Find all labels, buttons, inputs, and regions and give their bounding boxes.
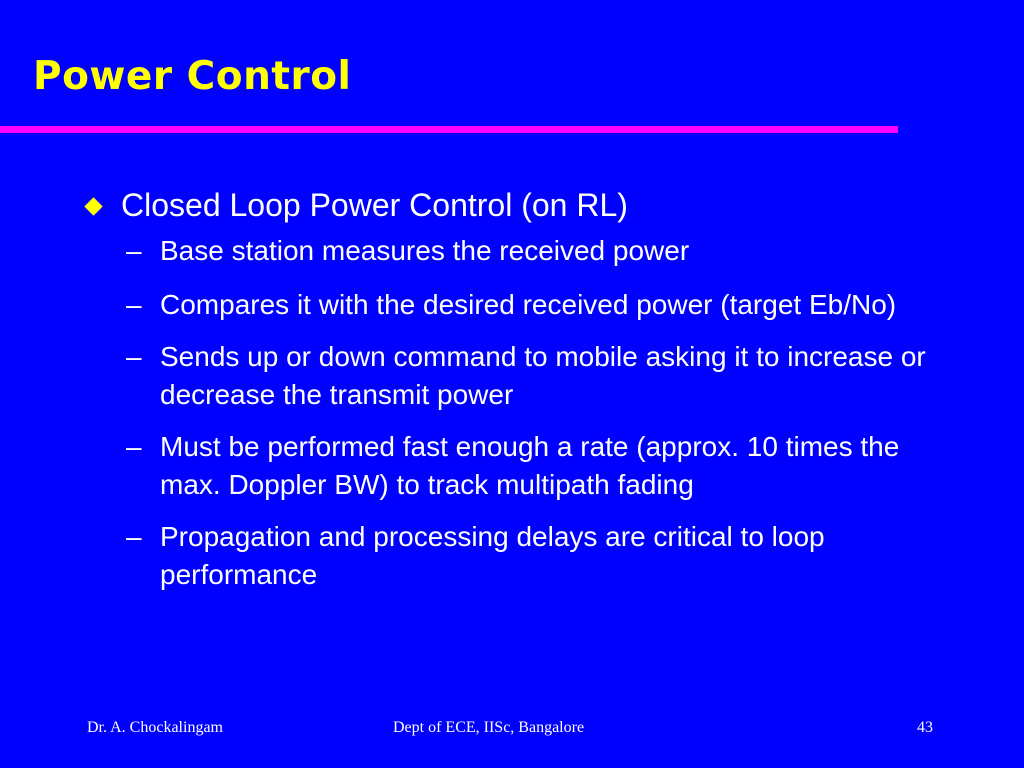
sub-bullet-item <box>126 428 960 504</box>
sub-bullet-text: Base station measures the received power <box>160 235 690 266</box>
dash-marker: – <box>126 235 142 266</box>
dash-marker: – <box>126 341 142 372</box>
sub-bullet-list <box>80 232 960 594</box>
slide-content <box>80 184 960 608</box>
dash-marker: – <box>126 521 142 552</box>
sub-bullet-item <box>126 232 960 270</box>
sub-bullet-item <box>126 286 960 324</box>
dash-marker: – <box>126 289 142 320</box>
footer-department: Dept of ECE, IISc, Bangalore <box>393 719 585 736</box>
sub-bullet-text: Sends up or down command to mobile asking it to increase or decrease the transmit power <box>160 341 926 410</box>
footer-page-number: 43 <box>917 719 933 736</box>
title-divider <box>0 126 898 133</box>
slide-title: Power Control <box>33 54 352 99</box>
sub-bullet-text: Propagation and processing delays are critical to loop performance <box>160 521 825 590</box>
main-bullet <box>80 184 960 226</box>
main-bullet-text: Closed Loop Power Control (on RL) <box>121 187 628 223</box>
dash-marker: – <box>126 431 142 462</box>
diamond-bullet-icon <box>84 197 102 215</box>
sub-bullet-item <box>126 518 960 594</box>
sub-bullet-item <box>126 338 960 414</box>
sub-bullet-text: Must be performed fast enough a rate (approx. 10 times the max. Doppler BW) to track multipath fading <box>160 431 900 500</box>
sub-bullet-text: Compares it with the desired received power (target Eb/No) <box>160 289 897 320</box>
footer-author: Dr. A. Chockalingam <box>87 719 223 736</box>
